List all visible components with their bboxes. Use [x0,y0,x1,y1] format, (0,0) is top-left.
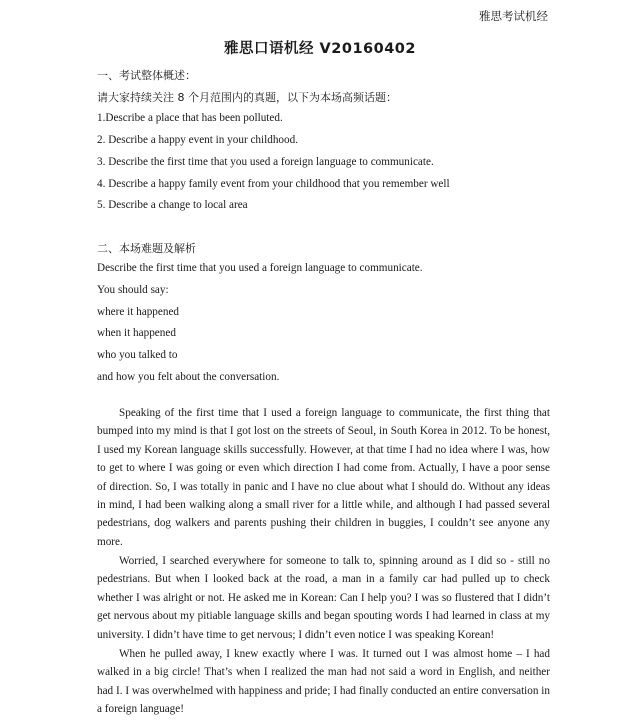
cue-card-prompt: who you talked to [97,349,178,361]
topic-item: 2. Describe a happy event in your childhood. [97,134,299,146]
topic-item: 4. Describe a happy family event from your childhood that you remember well [97,178,450,190]
section1-heading: 一、考试整体概述： [97,69,196,82]
topic-item: 5. Describe a change to local area [97,199,248,211]
answer-paragraph: When he pulled away, I knew exactly where I was. It turned out I was almost home – I had walked in a big circle! That’s when I realized the man had not said a word in English, and neither had I. I was overwhelmed with happiness and pride; I had finally conducted an entire conversation in a foreign language! [97,648,550,716]
page-title: 雅思口语机经 V20160402 [224,41,416,57]
cue-card-intro: You should say: [97,284,169,296]
answer-paragraph: Speaking of the first time that I used a foreign language to communicate, the first thing that bumped into my mind is that I got lost on the streets of Seoul, in South Korea in 2012. To be honest, I used my Korean language skills successfully. However, at that time I had no idea where I was, how to get to where I was going or even which direction I had come from. Actually, I have a poor sense of direction. So, I was totally in panic and I have no clue about what I should do. Without any ideas in mind, I had been walking along a small river for a little while, and although I had passed several pedestrians, dog walkers and parents pushing their children in buggies, I couldn’t see anyone any more. [97,407,550,548]
cue-card-prompt: when it happened [97,327,176,339]
topic-item: 3. Describe the first time that you used a foreign language to communicate. [97,156,434,168]
cue-card-question: Describe the first time that you used a foreign language to communicate. [97,262,423,274]
cue-card-prompt: and how you felt about the conversation. [97,371,280,383]
header-label: 雅思考试机经 [479,9,548,23]
answer-paragraph: Worried, I searched everywhere for someone to talk to, spinning around as I did so - still no pedestrians. But when I looked back at the road, a man in a family car had pulled up to check whether I was alright or not. He asked me in Korean: Can I help you? I was so flustered that I didn’t get nervous about my pitiable language skills and began spouting words I had learned in class at my university. I didn’t have time to get nervous; I didn’t even notice I was speaking Korean! [97,555,550,641]
cue-card-prompt: where it happened [97,306,180,318]
section1-intro: 请大家持续关注 8 个月范围内的真题，以下为本场高频话题： [97,91,397,104]
topic-item: 1.Describe a place that has been polluted. [97,112,283,124]
section2-heading: 二、本场难题及解析 [97,242,196,255]
